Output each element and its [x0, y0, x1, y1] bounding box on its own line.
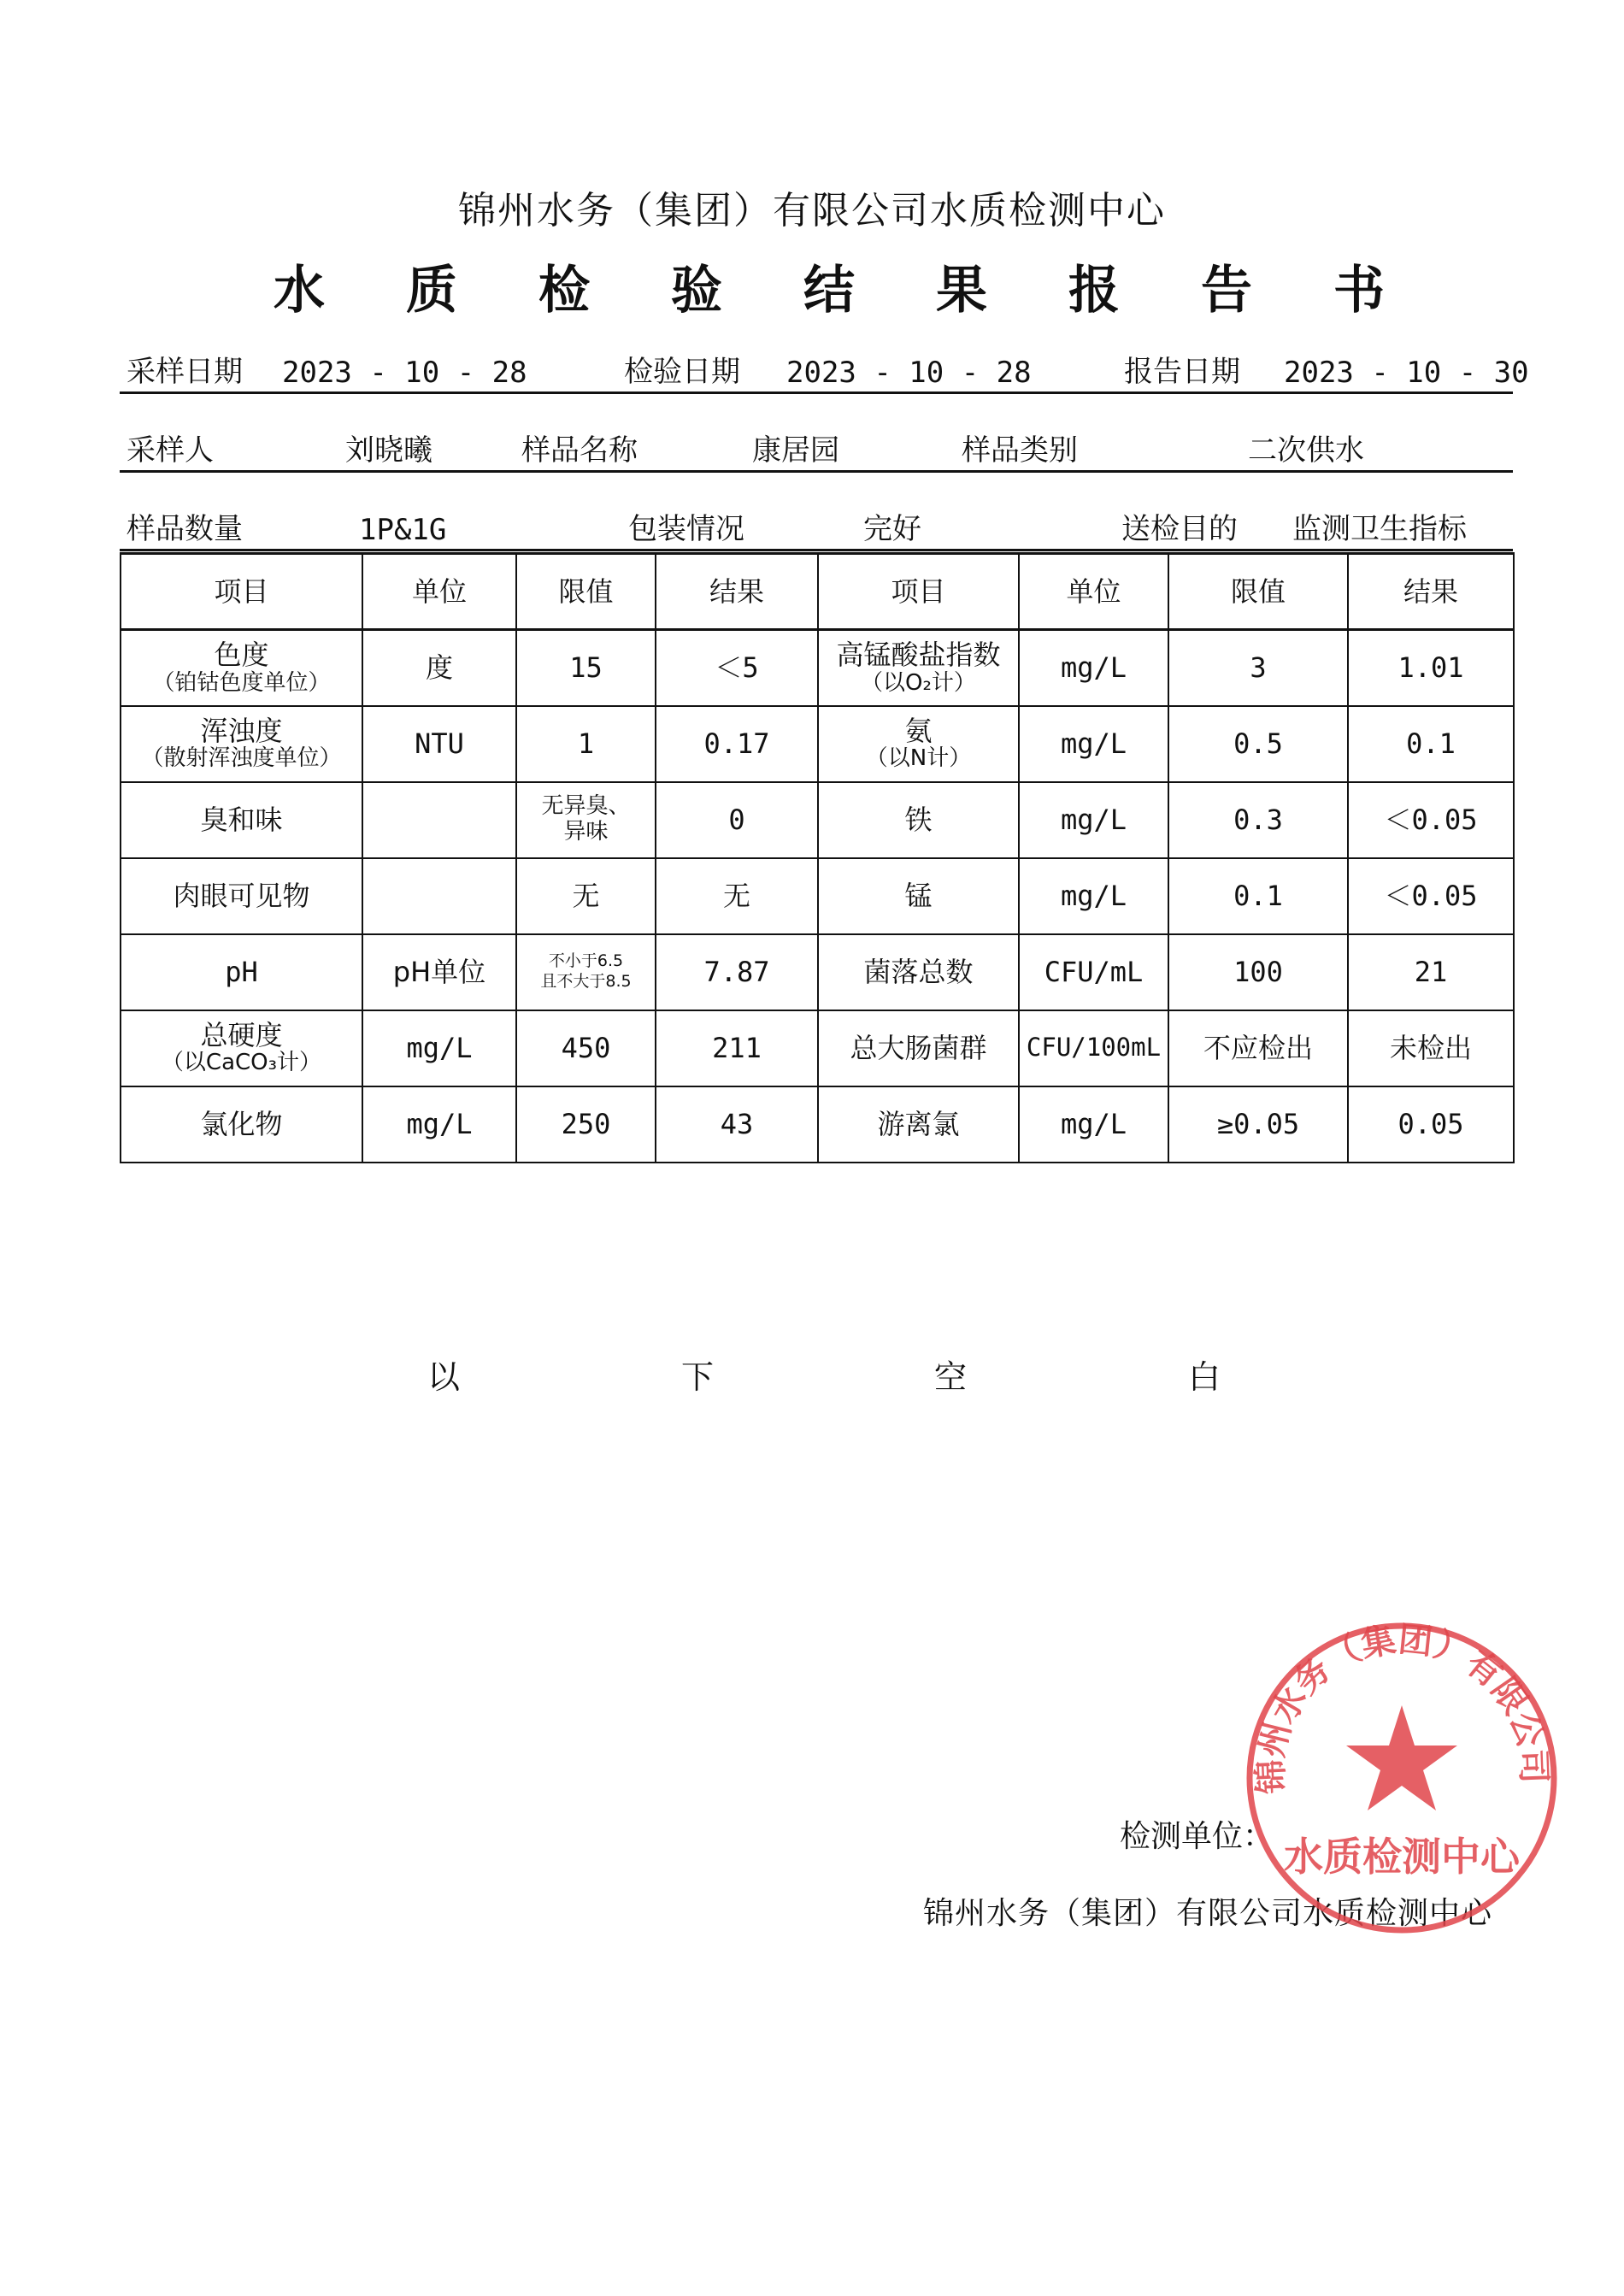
item-note: （以O₂计）	[861, 669, 976, 696]
item-cell	[121, 1010, 362, 1086]
result-cell: ＜5	[656, 630, 818, 706]
column-header: 项目	[121, 554, 362, 630]
limit-cell: 15	[516, 630, 656, 706]
item-cell: 氯化物	[121, 1086, 362, 1163]
limit-cell: 250	[516, 1086, 656, 1163]
title-char: 报	[1068, 261, 1120, 321]
packaging-label: 包装情况	[628, 512, 744, 546]
unit-cell: mg/L	[362, 1086, 516, 1163]
table-row	[121, 1086, 1514, 1163]
item-note: （铂钴色度单位）	[152, 669, 331, 696]
result-cell: 0.05	[1348, 1086, 1514, 1163]
title-char: 质	[406, 261, 457, 321]
limit-cell: 0.5	[1168, 706, 1348, 782]
table-header-row	[121, 554, 1514, 630]
result-cell: 43	[656, 1086, 818, 1163]
result-cell: 无	[656, 858, 818, 934]
unit-cell: mg/L	[1019, 630, 1168, 706]
item-cell: 铁	[818, 782, 1019, 858]
title-char: 书	[1333, 261, 1385, 321]
limit-cell: 1	[516, 706, 656, 782]
item-note: （以CaCO₃计）	[161, 1050, 322, 1076]
column-header: 限值	[1168, 554, 1348, 630]
item-cell	[818, 630, 1019, 706]
title-char: 检	[538, 261, 590, 321]
unit-cell: mg/L	[1019, 1086, 1168, 1163]
result-cell: 0.17	[656, 706, 818, 782]
limit-cell: 0.1	[1168, 858, 1348, 934]
unit-cell: pH单位	[362, 934, 516, 1010]
item-name: 高锰酸盐指数	[836, 638, 1001, 671]
column-header: 结果	[1348, 554, 1514, 630]
unit-cell: NTU	[362, 706, 516, 782]
seal-star-icon	[1346, 1705, 1457, 1810]
unit-cell: CFU/100mL	[1019, 1010, 1168, 1086]
sampling-date-value: 2023 - 10 - 28	[282, 356, 527, 390]
unit-cell: mg/L	[1019, 782, 1168, 858]
item-name: 色度	[214, 638, 269, 671]
packaging-value: 完好	[863, 512, 921, 546]
report-title	[274, 250, 1385, 323]
results-table	[120, 552, 1515, 1163]
item-name: 氨	[904, 714, 933, 747]
limit-line: 无异臭、	[541, 793, 631, 820]
limit-line: 且不大于8.5	[540, 972, 632, 991]
result-cell: ＜0.05	[1348, 858, 1514, 934]
result-cell: 211	[656, 1010, 818, 1086]
limit-cell: 0.3	[1168, 782, 1348, 858]
result-cell: 未检出	[1348, 1010, 1514, 1086]
purpose-value: 监测卫生指标	[1292, 512, 1467, 546]
title-char: 告	[1201, 261, 1252, 321]
result-cell: 0	[656, 782, 818, 858]
blank-note-char: 空	[934, 1358, 968, 1396]
limit-line: 异味	[563, 819, 609, 845]
purpose-label: 送检目的	[1121, 512, 1238, 546]
testing-unit-label: 检测单位：	[1120, 1819, 1274, 1854]
item-note: （散射浑浊度单位）	[141, 745, 342, 772]
limit-cell	[516, 782, 656, 858]
title-char: 水	[274, 261, 325, 321]
date-info-line	[120, 352, 1529, 394]
column-header: 结果	[656, 554, 818, 630]
unit-cell: 度	[362, 630, 516, 706]
sampler-value: 刘晓曦	[345, 433, 432, 468]
sample-info-line	[120, 431, 1513, 473]
item-cell	[121, 706, 362, 782]
report-date-label: 报告日期	[1124, 355, 1240, 389]
test-date-value: 2023 - 10 - 28	[786, 356, 1032, 390]
column-header: 单位	[362, 554, 516, 630]
item-cell	[121, 630, 362, 706]
table-row	[121, 934, 1514, 1010]
limit-line: 不小于6.5	[548, 951, 624, 971]
official-seal	[1239, 1616, 1564, 1940]
result-cell: 1.01	[1348, 630, 1514, 706]
limit-cell	[516, 934, 656, 1010]
result-cell: 0.1	[1348, 706, 1514, 782]
title-char: 结	[803, 261, 855, 321]
seal-outer-text: 锦州水务（集团）有限公司	[1250, 1619, 1555, 1795]
table-row	[121, 858, 1514, 934]
result-cell: ＜0.05	[1348, 782, 1514, 858]
item-cell: pH	[121, 934, 362, 1010]
unit-cell: mg/L	[362, 1010, 516, 1086]
result-cell: 7.87	[656, 934, 818, 1010]
limit-cell: ≥0.05	[1168, 1086, 1348, 1163]
column-header: 项目	[818, 554, 1019, 630]
quantity-value: 1P&1G	[359, 513, 447, 547]
blank-note-char: 以	[427, 1358, 461, 1396]
organization-heading: 锦州水务（集团）有限公司水质检测中心	[458, 189, 1166, 233]
unit-cell: mg/L	[1019, 706, 1168, 782]
test-date-label: 检验日期	[624, 355, 740, 389]
table-row	[121, 1010, 1514, 1086]
item-cell: 肉眼可见物	[121, 858, 362, 934]
testing-unit-name: 锦州水务（集团）有限公司水质检测中心	[923, 1896, 1493, 1931]
item-name: 浑浊度	[200, 714, 283, 747]
item-cell: 锰	[818, 858, 1019, 934]
blank-note-char: 下	[681, 1358, 715, 1396]
limit-cell: 3	[1168, 630, 1348, 706]
item-cell: 总大肠菌群	[818, 1010, 1019, 1086]
item-note: （以N计）	[865, 745, 972, 772]
limit-cell: 450	[516, 1010, 656, 1086]
sampler-label: 采样人	[127, 433, 214, 468]
column-header: 限值	[516, 554, 656, 630]
table-row	[121, 630, 1514, 706]
column-header: 单位	[1019, 554, 1168, 630]
item-cell: 臭和味	[121, 782, 362, 858]
sample-type-label: 样品类别	[962, 433, 1078, 468]
result-cell: 21	[1348, 934, 1514, 1010]
report-date-value: 2023 - 10 - 30	[1284, 356, 1529, 390]
sample-type-value: 二次供水	[1248, 433, 1364, 468]
limit-cell: 无	[516, 858, 656, 934]
quantity-label: 样品数量	[127, 512, 243, 546]
package-info-line	[120, 509, 1513, 551]
title-char: 果	[936, 261, 987, 321]
item-cell	[818, 706, 1019, 782]
item-cell: 游离氯	[818, 1086, 1019, 1163]
title-char: 验	[671, 261, 722, 321]
sampling-date-label: 采样日期	[127, 355, 243, 389]
limit-cell: 不应检出	[1168, 1010, 1348, 1086]
limit-cell: 100	[1168, 934, 1348, 1010]
item-cell: 菌落总数	[818, 934, 1019, 1010]
item-name: 总硬度	[200, 1018, 283, 1051]
table-row	[121, 706, 1514, 782]
sample-name-value: 康居园	[752, 433, 839, 468]
unit-cell	[362, 782, 516, 858]
unit-cell: mg/L	[1019, 858, 1168, 934]
seal-inner-text: 水质检测中心	[1284, 1834, 1520, 1880]
blank-note-char: 白	[1188, 1358, 1221, 1396]
unit-cell: CFU/mL	[1019, 934, 1168, 1010]
table-row	[121, 782, 1514, 858]
sample-name-label: 样品名称	[521, 433, 638, 468]
unit-cell	[362, 858, 516, 934]
